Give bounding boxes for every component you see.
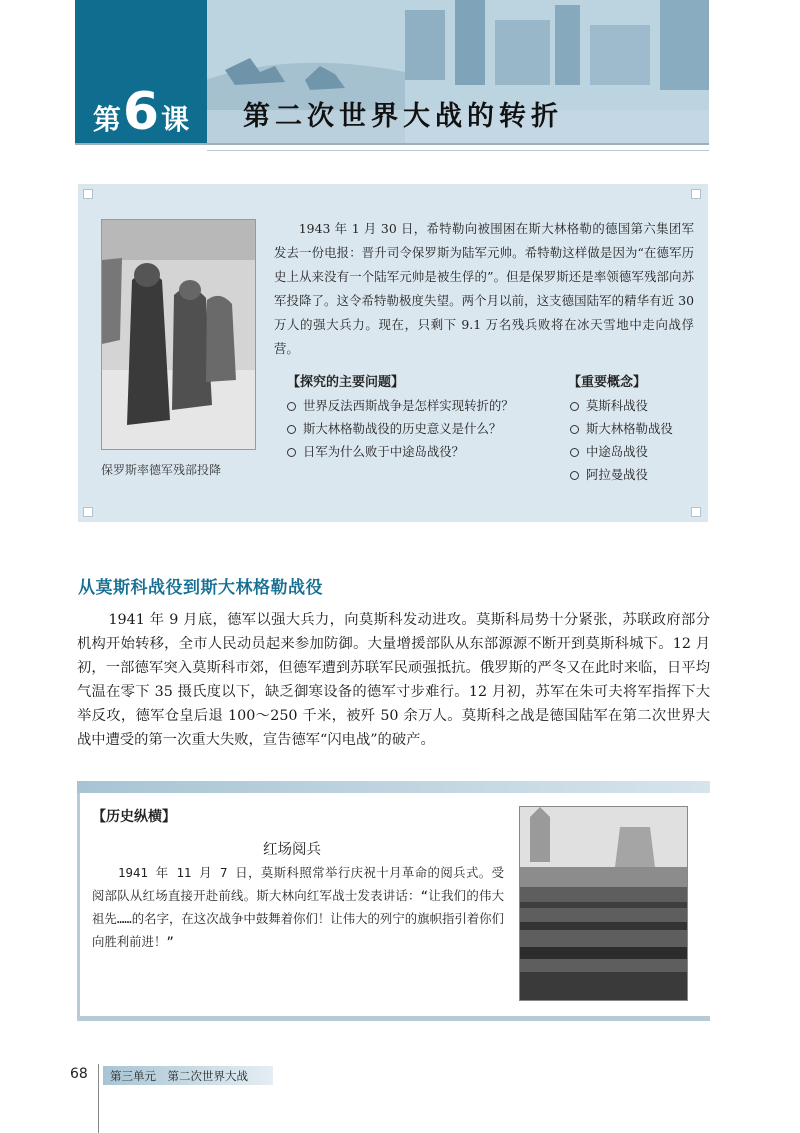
lesson-label (75, 82, 207, 142)
question-item (287, 440, 514, 463)
concept-item (570, 394, 673, 417)
circle-bullet-icon (570, 402, 579, 411)
header-subdivider (207, 150, 709, 151)
lesson-title: 第二次世界大战的转折 (243, 101, 563, 132)
question-text: 斯大林格勒战役的历史意义是什么？ (303, 421, 502, 436)
lesson-number: 6 (122, 82, 160, 142)
parade-photo-image (520, 807, 688, 1001)
concepts-list (570, 394, 673, 486)
circle-bullet-icon (287, 448, 296, 457)
lesson-suffix: 课 (161, 103, 190, 136)
sidebar-top-bar (77, 781, 710, 793)
section-body: 1941 年 9 月底，德军以强大兵力，向莫斯科发动进攻。莫斯科局势十分紧张，苏联政府部分机构开始转移，全市人民动员起来参加防御。大量增援部队从东部源源不断开到莫斯科城下。12 月初，一部德军突入莫斯科市郊，但德军遭到苏联军民顽强抵抗。俄罗斯的严冬又在此时来临，日平均气温在零下 35 摄氏度以下，缺乏御寒设备的德军寸步难行。12 月初，苏军在朱可夫将军指挥下大举反攻，德军仓皇后退 100～250 千米，被歼 50 余万人。莫斯科之战是德国陆军在第二次世界大战中遭受的第一次重大失败，宣告德军“闪电战”的破产。 (77, 612, 710, 748)
concept-item (570, 463, 673, 486)
sidebar-left-border (77, 793, 80, 1021)
questions-heading: 【探究的主要问题】 (287, 375, 405, 390)
page-number: 68 (70, 1066, 88, 1082)
circle-bullet-icon (570, 448, 579, 457)
question-text: 世界反法西斯战争是怎样实现转折的？ (303, 398, 514, 413)
sidebar-paragraph: 1941 年 11 月 7 日，莫斯科照常举行庆祝十月革命的阅兵式。受阅部队从红场直接开赴前线。斯大林向红军战士发表讲话：“让我们的伟大祖先……的名字，在这次战争中鼓舞着你们！让伟大的列宁的旗帜指引着你们向胜利前进！” (92, 865, 504, 949)
surrender-photo (101, 219, 256, 450)
question-item (287, 417, 514, 440)
surrender-photo-image (102, 220, 256, 450)
concept-item (570, 440, 673, 463)
concept-text: 阿拉曼战役 (586, 467, 648, 482)
circle-bullet-icon (287, 402, 296, 411)
question-text: 日军为什么败于中途岛战役？ (303, 444, 465, 459)
sidebar-heading: 【历史纵横】 (92, 809, 176, 825)
corner-marker (83, 189, 93, 199)
section-title: 从莫斯科战役到斯大林格勒战役 (78, 578, 323, 598)
corner-marker (83, 507, 93, 517)
red-square-parade-photo (519, 806, 688, 1001)
concept-text: 莫斯科战役 (586, 398, 648, 413)
questions-list (287, 394, 514, 463)
lesson-prefix: 第 (92, 103, 121, 136)
corner-marker (691, 189, 701, 199)
concept-text: 中途岛战役 (586, 444, 648, 459)
concept-item (570, 417, 673, 440)
sidebar-subtitle: 红场阅兵 (263, 842, 321, 858)
intro-paragraph: 1943 年 1 月 30 日，希特勒向被围困在斯大林格勒的德国第六集团军发去一份电报：晋升司令保罗斯为陆军元帅。希特勒这样做是因为“在德军历史上从来没有一个陆军元帅是被生俘的”。但是保罗斯还是率领德军残部向苏军投降了。这令希特勒极度失望。两个月以前，这支德国陆军的精华有近 30 万人的强大兵力。现在，只剩下 9.1 万名残兵败将在冰天雪地中走向战俘营。 (274, 221, 694, 356)
circle-bullet-icon (570, 471, 579, 480)
header-divider (75, 143, 709, 145)
concept-text: 斯大林格勒战役 (586, 421, 673, 436)
question-item (287, 394, 514, 417)
lesson-number-tab (75, 0, 207, 143)
circle-bullet-icon (570, 425, 579, 434)
circle-bullet-icon (287, 425, 296, 434)
concepts-heading: 【重要概念】 (568, 375, 647, 390)
sidebar-bottom-bar (77, 1016, 710, 1021)
footer-divider (98, 1064, 99, 1133)
photo-caption: 保罗斯率德军残部投降 (101, 463, 222, 477)
footer-unit-label: 第三单元 第二次世界大战 (110, 1069, 248, 1083)
corner-marker (691, 507, 701, 517)
